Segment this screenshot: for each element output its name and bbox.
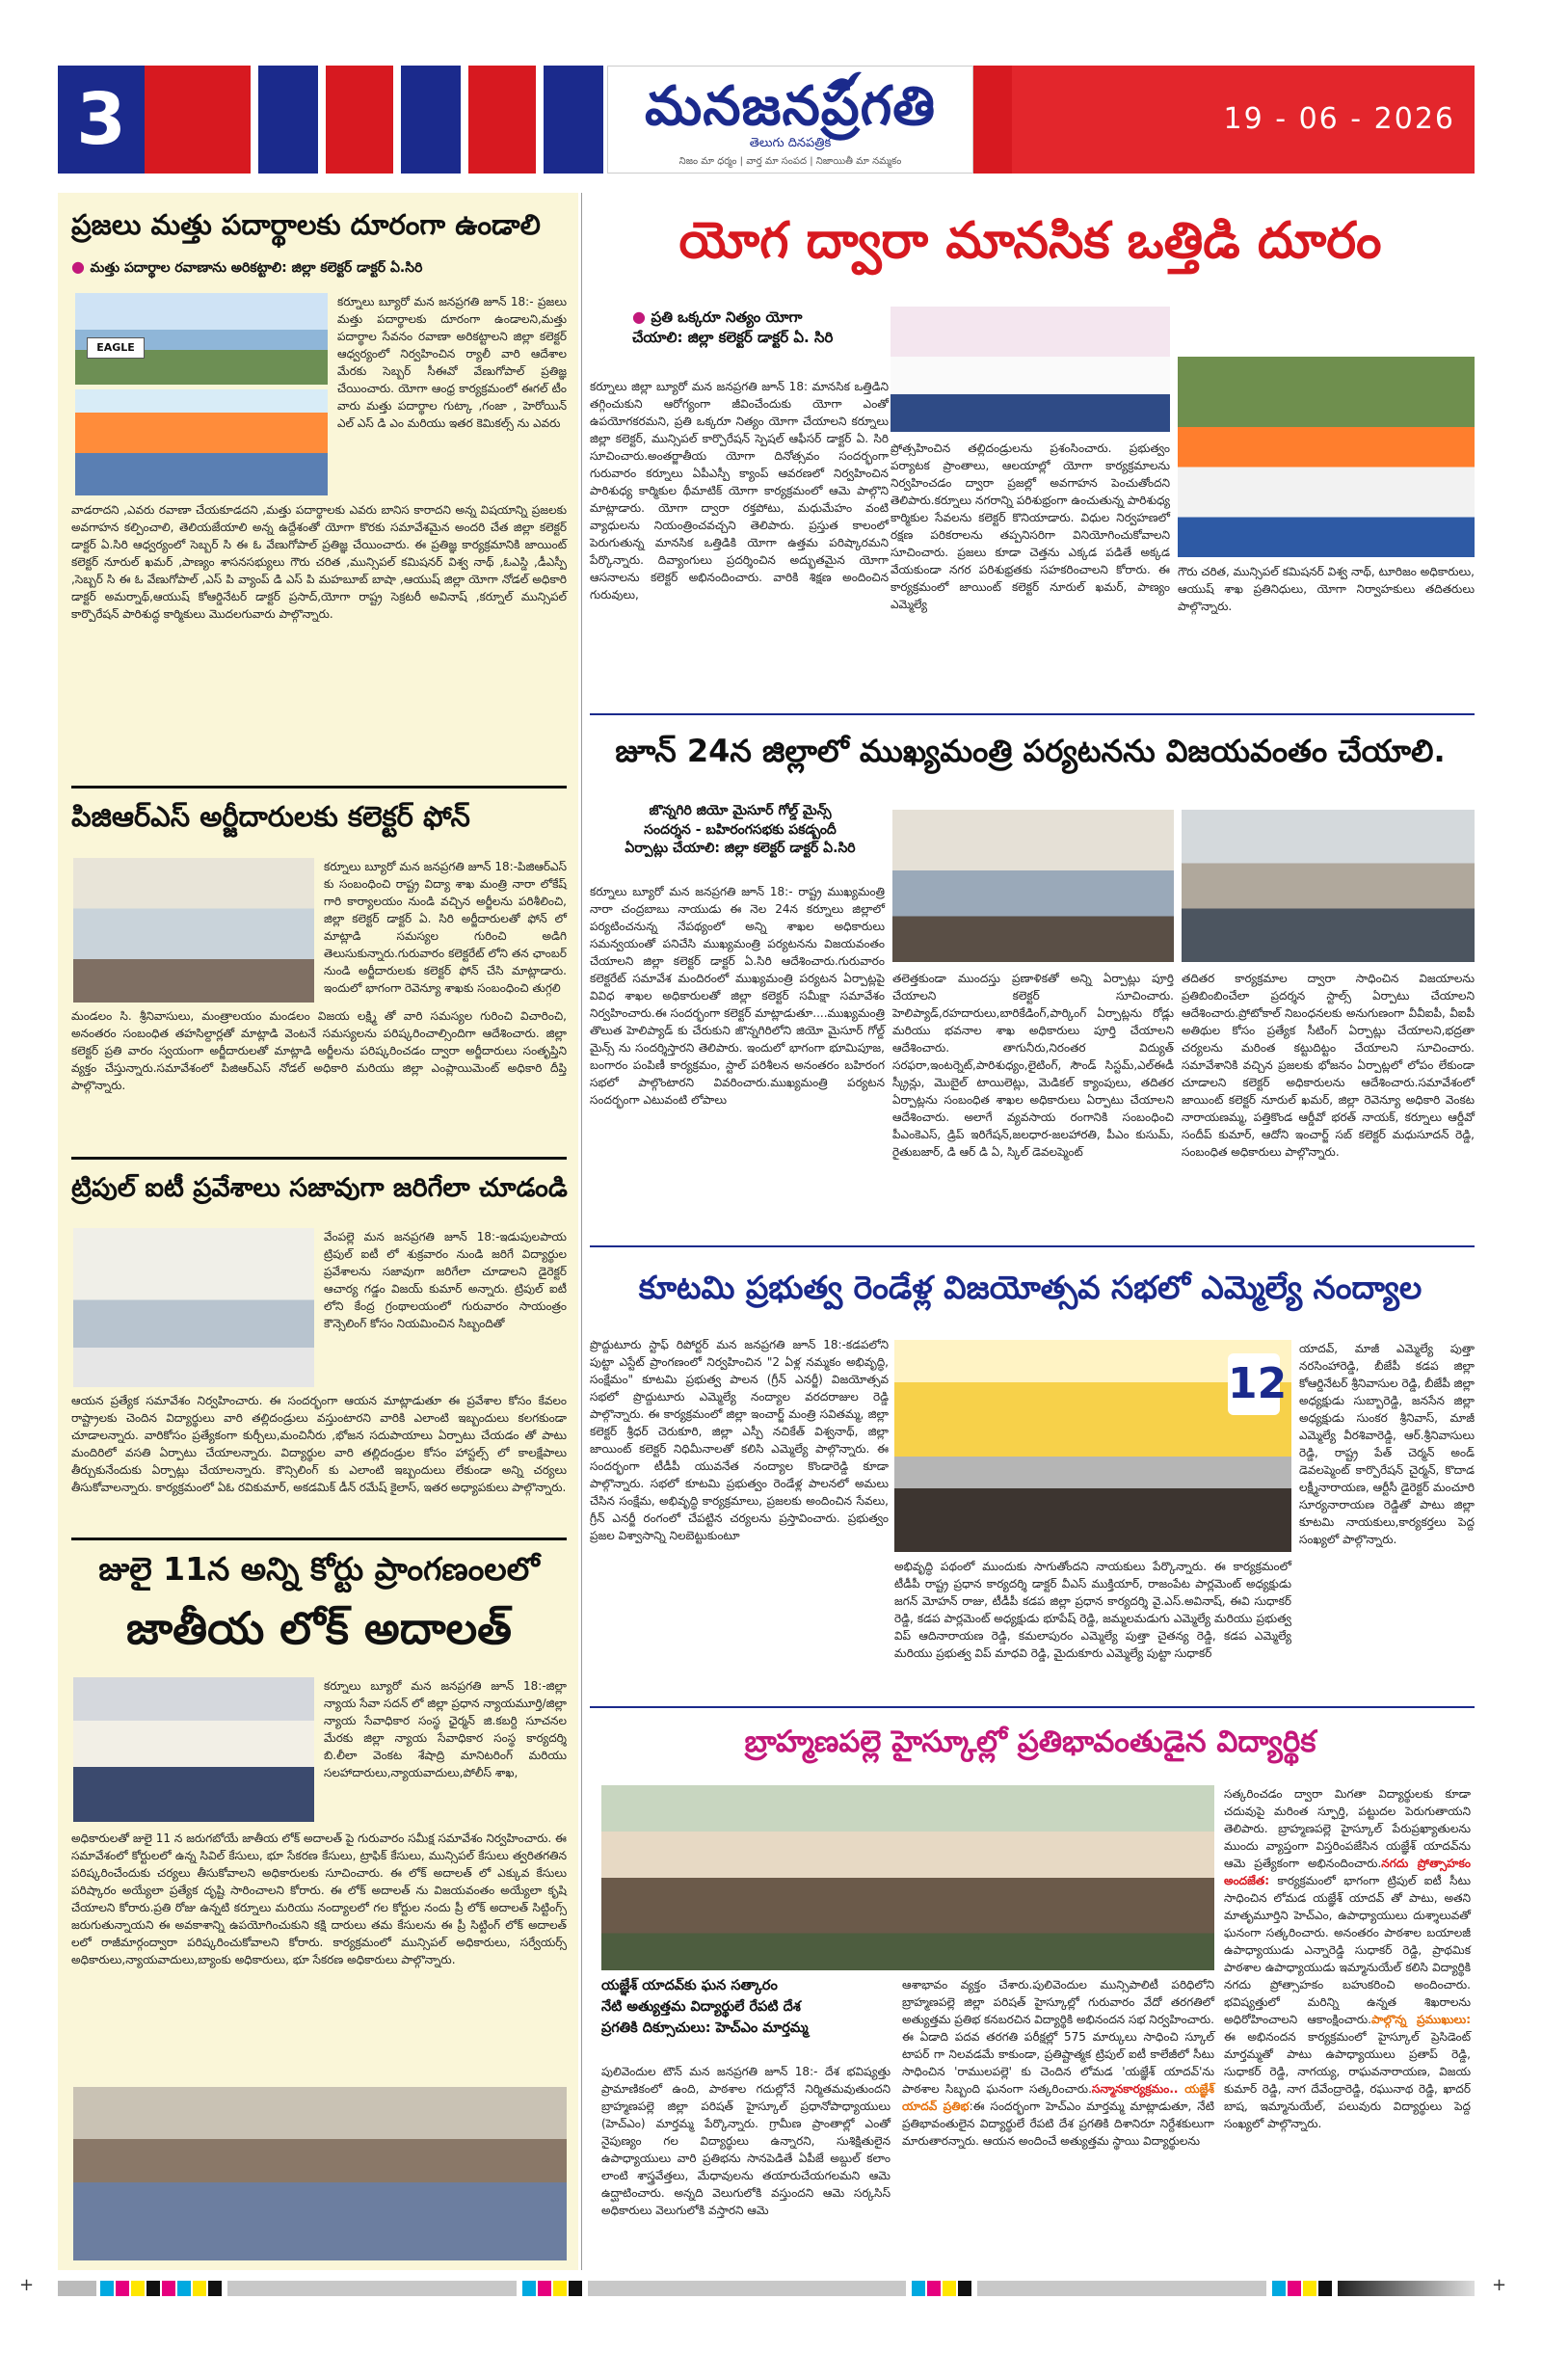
kutami-photo-stage <box>894 1340 1291 1552</box>
section-divider <box>71 1538 567 1540</box>
lok-adalat-photo-judge <box>73 1677 314 1822</box>
registration-mark-icon: + <box>1492 2275 1507 2295</box>
drugs-body-narrow: కర్నూలు బ్యూరో మన జనప్రగతి జూన్ 18:- ప్రజలు మత్తు పదార్థాలకు దూరంగా ఉండాలని,మత్తు పదార్థాల సేవనం రవాణా అరికట్టాలని జిల్లా కలెక్టర్ ఆధ్వర్యంలో నిర్వహించిన ర్యాలీ వారి ఆదేశాల మేరకు సెబ్బర్ సీఈవో వేణుగోపాల్ ప్రతిజ్ఞ చేయించారు. యోగా ఆంధ్ర కార్యక్రమంలో ఈగల్ టీం వారు మత్తు పదార్థాల గుట్కా ,గంజా , హెరోయిన్ ఎల్ ఎస్ డి ఎం మరియు ఇతర కెమికల్స్ ను ఎవరు <box>337 295 567 430</box>
school-body-col3 <box>1224 1785 1471 2132</box>
yoga-subhead-line2: చేయాలి: జిల్లా కలెక్టర్ డాక్టర్ ఏ. సిరి <box>632 329 834 347</box>
right-column <box>586 193 1475 2270</box>
registration-mark-icon: + <box>19 2275 35 2295</box>
drugs-body-wide: వాడరాదని ,ఎవరు రవాణా చేయకూడదని ,మత్తు పదార్థాలకు ఎవరు బానిస కారాదని అన్న విషయాన్ని ప్రజలకు అవగాహన కల్పించాలి, తెలియజేయాలి అన్న ఉద్దేశంతో యోగా కొరకు సమావేశమైన అందరి చేత జిల్లా కలెక్టర్ డాక్టర్ ఏ.సిరి ఆధ్వర్యంలో సెబ్బర్ సి ఈ ఓ వేణుగోపాల్ ప్రతిజ్ఞ చేయించారు. ఈ ప్రతిజ్ఞ కార్యక్రమానికి జాయింట్ కలెక్టర్ నూరుల్ ఖమర్ ,పాణ్యం శాసనసభ్యులు గౌరు చరిత ,మున్సిపల్ కమిషనర్ విశ్వ నాథ్ ,ఓఎస్డి ,డీఎస్పీ ,సెబ్బర్ సి ఈ ఓ వేణుగోపాల్ ,ఎస్ పి వ్యాంప్ డి ఎస్ పి మహబూబ్ బాషా ,ఆయుష్ జిల్లా యోగా నోడల్ అధికారి డాక్టర్ అమర్నాథ్,ఆయుష్ కోఆర్డినేటర్ డాక్టర్ ప్రసాద్,యోగా రాష్ట్ర సెక్రటరీ అవినాష్ ,కర్నూల్ మున్సిపల్ కార్పొరేషన్ పారిశుద్ధ కార్మికులు మొదలగువారు పాల్గొన్నారు. <box>71 503 567 621</box>
cm-visit-body-col3: తదితర కార్యక్రమాల ద్వారా సాధించిన విజయాలను ప్రతిబింబించేలా ప్రదర్శన స్టాల్స్ ఏర్పాటు చేయాలని ఆదేశించారు.ప్రోటోకాల్ నిబంధనలకు అనుగుణంగా వీవీఐపీ, వీఐపీ అతిథుల కోసం ప్రత్యేక సీటింగ్ ఏర్పాట్లు చేయాలని,భద్రతా చర్యలను మరింత కట్టుదిట్టం చేయాలని సూచించారు. సమావేశానికి వచ్చిన ప్రజలకు భోజనం ఏర్పాట్లలో లోపం లేకుండా చూడాలని కలెక్టర్ అధికారులను ఆదేశించారు.సమావేశంలో జాయింట్ కలెక్టర్ నూరుల్ ఖమర్, జిల్లా రెవెన్యూ అధికారి వెంకట నారాయణమ్మ, పత్తికొండ ఆర్డీవో భరత్ నాయక్, కర్నూలు ఆర్డీవో సందీప్ కుమార్, ఆదోని ఇంచార్జ్ సబ్ కలెక్టర్ మధుసూదన్ రెడ్డి, సంబంధిత అధికారులు పాల్గొన్నారు. <box>1182 972 1475 1159</box>
cm-visit-subhead-line3: ఏర్పాట్లు చేయాలి: జిల్లా కలెక్టర్ డాక్టర్ ఏ.సిరి <box>625 841 856 857</box>
school-body-col3-text: సత్కరించడం ద్వారా మిగతా విద్యార్థులకు కూడా చదువుపై మరింత స్ఫూర్తి, పట్టుదల పెరుగుతాయని తెలిపారు. బ్రాహ్మణపల్లె హైస్కూల్ పేరుప్రఖ్యాతులను ముందు వ్యాప్తంగా విస్తరింపజేసిన యజ్ఞేశ్ యాదవ్‌ను ఆమె ప్రత్యేకంగా అభినందించారు. <box>1224 1787 1471 1870</box>
drugs-subhead <box>71 256 572 279</box>
school-body-col3-mid: కార్యక్రమంలో భాగంగా ట్రిపుల్ ఐటీ సీటు సాధించిన లోమడ యజ్ఞేశ్ యాదవ్ తో పాటు, అతని మాతృమూర్తిని హెచ్ఎం, ఉపాధ్యాయులు దుశ్శాలువతో ఘనంగా సత్కరించారు. అనంతరం పాఠశాల బయాలజీ ఉపాధ్యాయుడు ఎన్నారెడ్డి సుధాకర్ రెడ్డి, ప్రాథమిక పాఠశాల ఉపాధ్యాయుడు ఇమ్మానుయేల్ కలిసి విద్యార్థికి నగదు ప్రోత్సాహకం బహుకరించి అందించారు. భవిష్యత్తులో మరిన్ని ఉన్నత శిఖరాలను అధిరోహించాలని ఆకాంక్షించారు. <box>1224 1874 1471 2026</box>
section-divider <box>71 1157 567 1160</box>
yoga-headline: యోగ ద్వారా మానసిక ఒత్తిడి దూరం <box>678 212 1382 270</box>
cm-visit-subhead-line1: జొన్నగిరి జియో మైసూర్ గోల్డ్ మైన్స్ <box>649 803 832 818</box>
school-photo-felicitation <box>601 1785 1214 1970</box>
issue-date: 19 - 06 - 2026 <box>1223 102 1455 136</box>
kutami-headline: కూటమి ప్రభుత్వ రెండేళ్ల విజయోత్సవ సభలో ఎమ్మెల్యే నంద్యాల <box>638 1269 1422 1306</box>
section-divider <box>590 713 1475 715</box>
section-divider <box>590 1245 1475 1247</box>
yoga-body-col1: కర్నూలు జిల్లా బ్యూరో మన జనప్రగతి జూన్ 18: మానసిక ఒత్తిడిని తగ్గించుకుని ఆరోగ్యంగా జీవించేందుకు యోగా ఎంతో ఉపయోగకరమని, ప్రతి ఒక్కరూ నిత్యం యోగా చేయాలని కర్నూలు జిల్లా కలెక్టర్, మున్సిపల్ కార్పొరేషన్ స్పెషల్ ఆఫీసర్ డాక్టర్ ఏ. సిరి సూచించారు.అంతర్జాతీయ యోగా దినోత్సవం సందర్భంగా గురువారం కర్నూలు ఏపీఎస్పీ క్యాంప్ ఆవరణలో నిర్వహించిన పారిశుధ్య కార్మికుల థీమాటిక్ యోగా కార్యక్రమంలో ఆమె పాల్గొని మాట్లాడారు. యోగా ద్వారా రక్తపోటు, మధుమేహం వంటి వ్యాధులను నియంత్రించవచ్చని తెలిపారు. ప్రస్తుత కాలంలో పెరుగుతున్న మానసిక ఒత్తిడికి యోగా ఉత్తమ పరిష్కారమని పేర్కొన్నారు. దివ్యాంగులు ప్రదర్శించిన అద్భుతమైన యోగా ఆసనాలను కలెక్టర్ అభినందించారు. వారికి శిక్షణ అందించిన గురువులు, <box>590 380 889 602</box>
print-color-bar <box>58 2281 1475 2296</box>
yoga-photo-tree-pose <box>1178 357 1475 557</box>
two-years-banner: 12 <box>1228 1353 1280 1415</box>
school-body-col2 <box>902 1976 1214 2150</box>
cm-visit-subhead <box>590 802 891 859</box>
lok-adalat-body-wide: అధికారులతో జులై 11 న జరుగబోయే జాతీయ లోక్ అదాలత్ పై గురువారం సమీక్ష సమావేశం నిర్వహించారు. ఈ సమావేశంలో కోర్టులలో ఉన్న సివిల్ కేసులు, భూ సేకరణ కేసులు, ట్రాఫిక్ కేసులు, మున్సిపల్ కేసులు త్వరితగతిన పరిష్కరించేందుకు చర్యలు తీసుకోవాలని అధికారులకు సూచించారు. ఈ లోక్ అదాలత్ లో ఎక్కువ కేసులు పరిష్కారం అయ్యేలా ప్రత్యేక దృష్టి సారించాలని కోరారు. ఈ లోక్ అదాలత్ ను విజయవంతం అయ్యేలా కృషి చేయాలని కోరారు.ప్రతి రోజు ఉన్నటి కర్నూలు మరియు నంద్యాలలో గల కోర్టుల నందు ప్రీ లోక్ అదాలత్ సిట్టింగ్స్ జరుగుతున్నాయని ఈ అవకాశాన్ని ఉపయోగించుకుని కక్షి దారులు తమ కేసులను ఈ ప్రీ సిట్టింగ్ లోక్ అదాలత్ లలో రాజీమార్గంద్వారా పరిష్కరించుకోవాలని కోరారు. కార్యక్రమంలో మున్సిపల్ అధికారులు, సర్వేయర్స్ అధికారులు,న్యాయవాదులు,బ్యాంకు అధికారులు, భూ సేకరణ అధికారులు పాల్గొన్నారు. <box>71 1832 567 1966</box>
newspaper-tagline: నిజం మా ధర్మం | వార్త మా సంపద | నిజాయితీ మా నమ్మకం <box>678 156 902 167</box>
drugs-photo-yoga-crowd <box>75 389 328 495</box>
school-headline-text: బ్రాహ్మణపల్లె హైస్కూల్లో ప్రతిభావంతుడైన విద్యార్థిక <box>744 1725 1316 1759</box>
school-highlight-red: సన్మానకార్యక్రమం.. <box>1091 2082 1185 2096</box>
school-highlight-red-2: నగదు ప్రోత్సాహకం అందజేత: <box>1224 1857 1471 1887</box>
school-body-col3-end: ఈ అభినందన కార్యక్రమంలో హైస్కూల్ ప్రెసిడెంట్ మార్తమ్మతో పాటు ఉపాధ్యాయులు ప్రతాప్ రెడ్డి, సుధాకర్ రెడ్డి, నాగయ్య, రాఘవనారాయణ, విజయ కుమార్ రెడ్డి, నాగ దేవేంద్రారెడ్డి, రఘునాథ రెడ్డి, ఖాదర్ బాష, ఇమ్మానుయేల్, పలువురు విద్యార్థులు పెద్ద సంఖ్యలో పాల్గొన్నారు. <box>1224 2030 1471 2130</box>
iiit-body-wide: ఆయన ప్రత్యేక సమావేశం నిర్వహించారు. ఈ సందర్భంగా ఆయన మాట్లాడుతూ ఈ ప్రవేశాల కోసం కేవలం రాష్ట్రాలకు చెందిన విద్యార్థులు వారి తల్లిదండ్రులు వస్తుంటారని వారికి ఎలాంటి ఇబ్బందులు కలగకుండా చూడాలన్నారు. వారికోసం ప్రత్యేకంగా కుర్చీలు,మంచినీరు ,భోజన సదుపాయాలు ఏర్పాటు చేయడం తో పాటు మందిరిలో వసతి ఏర్పాటు చేయాలన్నారు. విద్యార్థుల వారి తల్లిదండ్రుల కోసం హాస్టల్స్ లో కాలక్షేపాలు తీర్చుకునేందుకు ఏర్పాట్లు చేయాలన్నారు. కౌన్సిలింగ్ కు ఎలాంటి ఇబ్బందులు లేకుండా అన్ని చర్యలు తీసుకోవాలన్నారు. కార్యక్రమంలో ఏఓ రవికుమార్, అకడమిక్ డీన్ రమేష్ కైలాస్, ఇతర అధ్యాపకులు పాల్గొన్నారు. <box>71 1394 567 1494</box>
school-highlight-orange-2: పాల్గొన్న ప్రముఖులు: <box>1371 2013 1471 2026</box>
drugs-headline: ప్రజలు మత్తు పదార్థాలకు దూరంగా ఉండాలి <box>71 208 541 241</box>
kutami-body-col3: యాదవ్, మాజీ ఎమ్మెల్యే పుత్తా నరసింహారెడ్డి, బీజేపీ కడప జిల్లా కోఆర్డినేటర్ శ్రీనివాసుల రెడ్డి, బీజేపీ జిల్లా అధ్యక్షుడు సుబ్బారెడ్డి, జనసేన జిల్లా అధ్యక్షుడు సుంకర శ్రీనివాస్, మాజీ ఎమ్మెల్యే వీరశివారెడ్డి, ఆర్.శ్రీనివాసులు రెడ్డి, రాష్ట్ర పేత్ చెర్మన్ అండ్ డెవలప్మెంట్ కార్పొరేషన్ చైర్మన్, కొదాడ లక్ష్మీనారాయణ, ఆర్టీసీ డైరెక్టర్ మంచూరి సూర్యనారాయణ రెడ్డితో పాటు జిల్లా కూటమి నాయకులు,కార్యకర్తలు పెద్ద సంఖ్యలో పాల్గొన్నారు. <box>1299 1342 1475 1546</box>
yoga-photo-officials <box>891 307 1170 432</box>
eagle-banner: EAGLE <box>87 337 145 359</box>
lok-adalat-photo-audience <box>73 2087 567 2260</box>
section-divider <box>71 786 567 789</box>
left-column <box>58 193 578 2270</box>
school-body-col2-end: :ఈ సందర్భంగా హెచ్ఎం మార్తమ్మ మాట్లాడుతూ, నేటి ప్రతిభావంతులైన విద్యార్థులే రేపటి దేశ ప్రగతికి దిశానిరూ నిర్దేశకులుగా మారుతారన్నారు. ఆయన అందించే అత్యుత్తమ స్థాయి విద్యార్థులను <box>902 2099 1214 2148</box>
cm-visit-photo-review <box>892 810 1174 962</box>
yoga-subhead <box>632 307 883 348</box>
school-subhead-line1: యజ్ఞేశ్ యాదవ్‌కు ఘన సత్కారం <box>601 1978 778 1993</box>
column-divider <box>581 193 582 2270</box>
bullet-icon: ● <box>71 257 91 276</box>
page-number: 3 <box>58 66 145 174</box>
masthead-red-band <box>145 66 183 174</box>
section-divider <box>590 1706 1475 1708</box>
masthead-date-band <box>973 66 1475 174</box>
pgrs-body-narrow: కర్నూలు బ్యూరో మన జనప్రగతి జూన్ 18:-పిజిఆర్ఎస్ కు సంబంధించి రాష్ట్ర విద్యా శాఖ మంత్రి నారా లోకేష్ గారి కార్యాలయం నుండి వచ్చిన అర్జీలను పరిశీలించి, జిల్లా కలెక్టర్ డాక్టర్ ఏ. సిరి అర్జీదారులతో ఫోన్ లో మాట్లాడి సమస్యల గురించి అడిగి తెలుసుకున్నారు.గురువారం కలెక్టరేట్ లోని తన ఛాంబర్ నుండి అర్జీదారులకు కలెక్టర్ ఫోన్ చేసి మాట్లాడారు. ఇందులో భాగంగా రెవెన్యూ శాఖకు సంబంధించి తుగ్గలి <box>324 860 567 995</box>
newspaper-logo <box>607 66 973 174</box>
kutami-body-col1: ప్రొద్దుటూరు స్టాఫ్ రిపోర్టర్ మన జనప్రగతి జూన్ 18:-కడపలోని పుట్టా ఎస్టేట్ ప్రాంగణంలో నిర్వహించిన "2 ఏళ్ల నమ్మకం అభివృద్ధి, సంక్షేమం" కూటమి ప్రభుత్వ పాలన (గ్రీన్ ఎనర్జీ) విజయోత్సవ సభలో ప్రొద్దుటూరు ఎమ్మెల్యే నంద్యాల వరదరాజుల రెడ్డి పాల్గొన్నారు. ఈ కార్యక్రమంలో జిల్లా ఇంచార్జ్ మంత్రి సవితమ్మ, జిల్లా కలెక్టర్ శ్రీధర్ చెరుకూరి, జిల్లా ఎస్పీ నచికేత్ విశ్వనాథ్, జిల్లా జాయింట్ కలెక్టర్ నిధిమీనాలతో కలిసి ఎమ్మెల్యే పాల్గొన్నారు. ఈ సందర్భంగా టీడీపీ యువనేత నంద్యాల కొండారెడ్డి కూడా పాల్గొన్నారు. సభలో కూటమి ప్రభుత్వం రెండేళ్ల పాలనలో అమలు చేసిన సంక్షేమ, అభివృద్ధి కార్యక్రమాలు, ప్రజలకు అందించిన సేవలు, గ్రీన్ ఎనర్జీ రంగంలో చేపట్టిన చర్యలను ప్రస్తావించారు. ప్రభుత్వం ప్రజల విశ్వాసాన్ని నిలబెట్టుకుంటూ <box>590 1338 889 1542</box>
drugs-subhead-text: మత్తు పదార్థాల రవాణాను అరికట్టాలి: జిల్లా కలెక్టర్ డాక్టర్ ఏ.సిరి <box>90 260 423 276</box>
cm-visit-photo-hall <box>1182 810 1475 962</box>
newspaper-subtitle: తెలుగు దినపత్రిక <box>749 136 832 150</box>
masthead <box>58 66 1475 174</box>
school-subhead-line3: ప్రగతికి దిక్సూచులు: హెచ్ఎం మార్తమ్మ <box>601 2019 809 2036</box>
school-body-col2-text: ఆశాభావం వ్యక్తం చేశారు.పులివెందుల మున్సిపాలిటీ పరిధిలోని బ్రాహ్మణపల్లె జిల్లా పరిషత్ హైస్కూల్లో గురువారం వేదో తరగతిలో అత్యుత్తమ ప్రతిభ కనబరచిన విద్యార్థికి అభినందన సభ నిర్వహించారు. ఈ ఏడాది పదవ తరగతి పరీక్షల్లో 575 మార్కులు సాధించి స్కూల్ టాపర్ గా నిలవడమే కాకుండా, ప్రతిష్టాత్మక ట్రిపుల్ ఐటీ కాలేజీలో సీటు సాధించిన 'రాములపల్లె' కు చెందిన లోమడ 'యజ్ఞేశ్ యాదవ్'ను పాఠశాల సిబ్బంది ఘనంగా సత్కరించారు. <box>902 1978 1214 2096</box>
lok-adalat-body-narrow: కర్నూలు బ్యూరో మన జనప్రగతి జూన్ 18:-జిల్లా న్యాయ సేవా సదన్ లో జిల్లా ప్రధాన న్యాయమూర్తి/జిల్లా న్యాయ సేవాధికార సంస్థ ఛైర్మన్ జి.కబర్ది సూచనల మేరకు జిల్లా న్యాయ సేవాధికార సంస్థ కార్యదర్శి బి.లీలా వెంకట శేషాద్రి మానిటరింగ్ మరియు సలహాదారులు,న్యాయవాదులు,పోలీస్ శాఖ, <box>324 1679 567 1779</box>
cm-visit-headline: జూన్ 24న జిల్లాలో ముఖ్యమంత్రి పర్యటనను విజయవంతం చేయాలి. <box>615 733 1446 769</box>
masthead-stripe <box>183 66 607 174</box>
pgrs-headline: పిజిఆర్ఎస్ అర్జీదారులకు కలెక్టర్ ఫోన్ <box>71 800 470 833</box>
iiit-body-narrow: వేంపల్లె మన జనప్రగతి జూన్ 18:-ఇడుపులపాయ ట్రిపుల్ ఐటీ లో శుక్రవారం నుండి జరిగే విద్యార్థుల ప్రవేశాలను సజావుగా జరిగేలా చూడాలని డైరెక్టర్ ఆచార్య గడ్డం విజయ్ కుమార్ అన్నారు. ట్రిపుల్ ఐటీ లోని కేంద్ర గ్రంథాలయంలో గురువారం సాయంత్రం కౌన్సెలింగ్ కోసం నియమించిన సిబ్బందితో <box>324 1230 567 1330</box>
iiit-photo-meeting <box>73 1228 314 1387</box>
kutami-body-col2: అభివృద్ధి పథంలో ముందుకు సాగుతోందని నాయకులు పేర్కొన్నారు. ఈ కార్యక్రమంలో టీడీపీ రాష్ట్ర ప్రధాన కార్యదర్శి డాక్టర్ వీఎస్ ముక్తియార్, రాజంపేట పార్లమెంట్ అధ్యక్షుడు జగన్ మోహన్ రాజు, టీడీపీ కడప జిల్లా ప్రధాన కార్యదర్శి వై.ఎస్.అవినాష్, ఈవి సుధాకర్ రెడ్డి, కడప పార్లమెంట్ అధ్యక్షుడు భూపేష్ రెడ్డి, జమ్మలమడుగు ఎమ్మెల్యే మరియు ప్రభుత్వ విప్ ఆదినారాయణ రెడ్డి, కమలాపురం ఎమ్మెల్యే పుత్తా చైతన్య రెడ్డి, కడప ఎమ్మెల్యే మరియు ప్రభుత్వ విప్ మాధవి రెడ్డి, మైదుకూరు ఎమ్మెల్యే పుట్టా సుధాకర్ <box>894 1560 1291 1660</box>
yoga-subhead-line1: ప్రతి ఒక్కరూ నిత్యం యోగా <box>651 308 803 326</box>
lok-adalat-headline-line2: జాతీయ లోక్ అదాలత్ <box>126 1602 512 1654</box>
lok-adalat-headline-line1: జులై 11న అన్ని కోర్టు ప్రాంగణంలలో <box>98 1550 540 1588</box>
pgrs-body-wide: మండలం సి. శ్రీనివాసులు, మంత్రాలయం మండలం విజయ లక్ష్మి తో వారి సమస్యల గురించి విచారించి, అనంతరం సంబంధిత తహసిల్దార్లతో మాట్లాడి వెంటనే సమస్యలను పరిష్కరించాల్సిందిగా ఆదేశించారు. జిల్లా కలెక్టర్ ప్రతి వారం స్వయంగా అర్జీదారులతో మాట్లాడి అర్జీలను పరిష్కరించడం ద్వారా అర్జీదారులు సంతృప్తిని వ్యక్తం చేస్తున్నారు.సమావేశంలో పిజిఆర్ఎస్ నోడల్ అధికారి మరియు జిల్లా ఎంప్లాయిమెంట్ అధికారి దీప్తి పాల్గొన్నారు. <box>71 1009 567 1092</box>
yoga-body-col3: గౌరు చరిత, మున్సిపల్ కమిషనర్ విశ్వ నాథ్, టూరిజం అధికారులు, ఆయుష్ శాఖ ప్రతినిధులు, యోగా నిర్వాహకులు తదితరులు పాల్గొన్నారు. <box>1178 565 1475 613</box>
pgrs-photo-collector-phone <box>73 858 314 1003</box>
cm-visit-body-col2: తలెత్తకుండా ముందస్తు ప్రణాళికతో అన్ని ఏర్పాట్లు పూర్తి చేయాలని కలెక్టర్ సూచించారు. హెలిప్యాడ్,రహదారులు,బారికేడింగ్,పార్కింగ్ ఏర్పాట్లను రోడ్లు మరియు భవనాల శాఖ అధికారులు పూర్తి చేయాలని ఆదేశించారు. తాగునీరు,నిరంతర విద్యుత్ సరఫరా,ఇంటర్నెట్,పారిశుధ్యం,లైటింగ్, సౌండ్ సిస్టమ్,ఎల్ఈడీ స్క్రీన్లు, మొబైల్ టాయిలెట్లు, మెడికల్ క్యాంపులు, తదితర ఏర్పాట్లను సంబంధిత శాఖల అధికారులు ఏర్పాటు చేయాలని ఆదేశించారు. అలాగే వ్యవసాయ రంగానికి సంబంధించి పీఎంకెఎస్, డ్రిప్ ఇరిగేషన్,జలధార-జలహారతి, పీఎం కుసుమ్, రైతుబజార్, డి ఆర్ డి ఏ, స్కిల్ డెవలప్మెంట్ <box>892 972 1174 1159</box>
school-highlight-orange: యజ్ఞేశ్ యాదవ్ ప్రతిభ <box>902 2082 1214 2113</box>
cm-visit-subhead-line2: సందర్శన - బహిరంగసభకు పకడ్బందీ <box>644 821 837 838</box>
drugs-photo-pledge <box>75 293 328 385</box>
school-subhead <box>601 1976 891 2039</box>
cm-visit-body-col1: కర్నూలు బ్యూరో మన జనప్రగతి జూన్ 18:- రాష్ట్ర ముఖ్యమంత్రి నారా చంద్రబాబు నాయుడు ఈ నెల 24న కర్నూలు జిల్లాలో పర్యటించనున్న నేపథ్యంలో అన్ని శాఖల అధికారులు సమన్వయంతో పనిచేసి ముఖ్యమంత్రి పర్యటనను విజయవంతం చేయాలని జిల్లా కలెక్టర్ డాక్టర్ ఏ.సిరి ఆదేశించారు.గురువారం కలెక్టరేట్ సమావేశ మందిరంలో ముఖ్యమంత్రి పర్యటన ఏర్పాట్లపై వివిధ శాఖల అధికారులతో జిల్లా కలెక్టర్ సమీక్షా సమావేశం నిర్వహించారు.ఈ సందర్భంగా కలెక్టర్ మాట్లాడుతూ....ముఖ్యమంత్రి తొలుత హెలిప్యాడ్ కు చేరుకుని జొన్నగిరిలోని జియో మైసూర్ గోల్డ్ మైన్స్ ను సందర్శిస్తారని తెలిపారు. ఇందులో భాగంగా భూమిపూజ, బంగారం పంపిణీ కార్యక్రమం, స్టాల్ పరిశీలన అనంతరం బహిరంగ సభలో పాల్గొంటారని వివరించారు.ముఖ్యమంత్రి పర్యటన సందర్భంగా ఎటువంటి లోపాలు <box>590 885 885 1107</box>
school-body-col1: పులివెందుల టౌన్ మన జనప్రగతి జూన్ 18:- దేశ భవిష్యత్తు ప్రామాణికంలో ఉంది, పాఠశాల గదుల్లోనే నిర్మితమవుతుందని బ్రాహ్మణపల్లె జిల్లా పరిషత్ హైస్కూల్ ప్రధానోపాధ్యాయులు (హెచ్ఎం) మార్తమ్మ పేర్కొన్నారు. గ్రామీణ ప్రాంతాల్లో ఎంతో నైపుణ్యం గల విద్యార్థులు ఉన్నారని, సుశిక్షితులైన ఉపాధ్యాయులు వారి ప్రతిభను సానపెడితే ఏపీజే అబ్దుల్ కలాం లాంటి శాస్త్రవేత్తలు, మేధావులను తయారుచేయగలమని ఆమె ఉద్ఘాటించారు. అన్నది వెలుగులోకి వస్తుందని ఆమె సర్కసిస్ అధికారులు వెలుగులోకి వస్తారని ఆమె <box>601 2065 891 2217</box>
school-headline <box>596 1725 1465 1758</box>
newspaper-name: మనజనప్రగతి <box>644 74 937 138</box>
bullet-icon: ● <box>632 308 651 326</box>
school-subhead-line2: నేటి అత్యుత్తమ విద్యార్థులే రేపటి దేశ <box>601 1998 801 2015</box>
iiit-headline: ట్రిపుల్ ఐటీ ప్రవేశాలు సజావుగా జరిగేలా చూడండి <box>71 1173 568 1203</box>
yoga-body-col2: ప్రోత్సహించిన తల్లిదండ్రులను ప్రశంసించారు. ప్రభుత్వం పర్యాటక ప్రాంతాలు, ఆలయాల్లో యోగా కార్యక్రమాలను నిర్వహించడం ద్వారా ప్రజల్లో అవగాహన పెంచుతోందని తెలిపారు.కర్నూలు నగరాన్ని పరిశుభ్రంగా ఉంచుతున్న పారిశుధ్య కార్మికుల సేవలను కలెక్టర్ కొనియాడారు. విధుల నిర్వహణలో రక్షణ పరికరాలను తప్పనిసరిగా వినియోగించుకోవాలని సూచించారు. ప్రజలు కూడా చెత్తను ఎక్కడ పడితే అక్కడ వేయకుండా నగర పరిశుభ్రతకు సహకరించాలని కోరారు. ఈ కార్యక్రమంలో జాయింట్ కలెక్టర్ నూరుల్ ఖమర్, పాణ్యం ఎమ్మెల్యే <box>891 441 1170 611</box>
